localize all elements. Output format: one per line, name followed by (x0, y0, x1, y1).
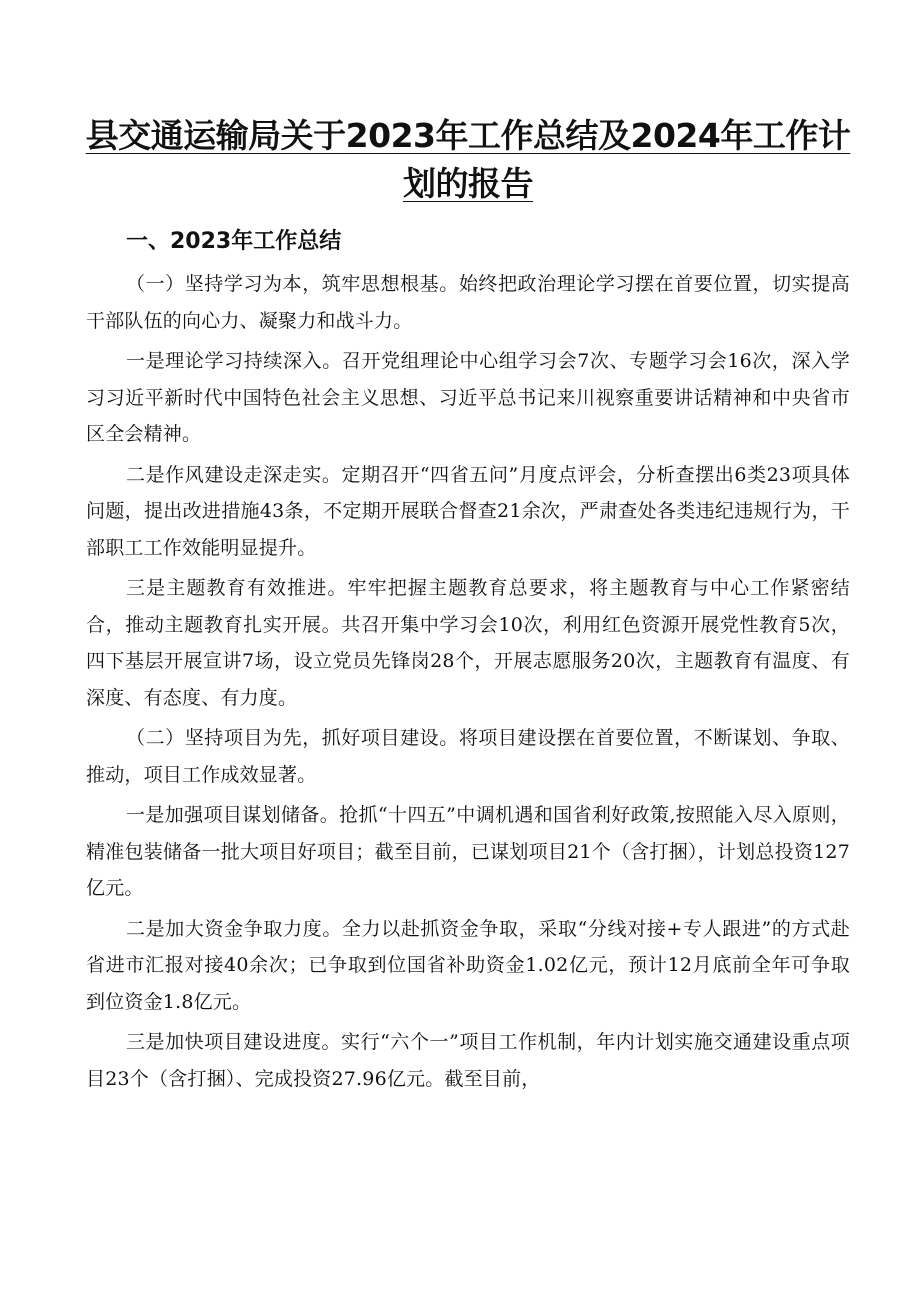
paragraph-4: 三是主题教育有效推进。牢牢把握主题教育总要求，将主题教育与中心工作紧密结合，推动主题教育扎实开展。共召开集中学习会10次，利用红色资源开展党性教育5次，四下基层开展宣讲7场，设立党员先锋岗28个，开展志愿服务20次，主题教育有温度、有深度、有态度、有力度。 (86, 577, 850, 709)
document-title: 县交通运输局关于2023年工作总结及2024年工作计划的报告 (85, 116, 851, 203)
paragraph-1: （一）坚持学习为本，筑牢思想根基。始终把政治理论学习摆在首要位置，切实提高干部队伍的向心力、凝聚力和战斗力。 (86, 273, 850, 332)
paragraph-8: 三是加快项目建设进度。实行“六个一”项目工作机制，年内计划实施交通建设重点项目23个（含打捆）、完成投资27.96亿元。截至目前， (86, 1031, 850, 1090)
paragraph-3: 二是作风建设走深走实。定期召开“四省五问”月度点评会，分析查摆出6类23项具体问题，提出改进措施43条，不定期开展联合督查21余次，严肃查处各类违纪违规行为，干部职工工作效能明显提升。 (86, 463, 850, 559)
paragraph-2: 一是理论学习持续深入。召开党组理论中心组学习会7次、专题学习会16次，深入学习习近平新时代中国特色社会主义思想、习近平总书记来川视察重要讲话精神和中央省市区全会精神。 (86, 350, 850, 445)
paragraph-7: 二是加大资金争取力度。全力以赴抓资金争取，采取“分线对接+专人跟进”的方式赴省进市汇报对接40余次；已争取到位国省补助资金1.02亿元，预计12月底前全年可争取到位资金1.8亿元。 (86, 917, 850, 1013)
paragraph-5: （二）坚持项目为先，抓好项目建设。将项目建设摆在首要位置，不断谋划、争取、推动，项目工作成效显著。 (86, 727, 850, 786)
section-heading: 一、2023年工作总结 (126, 229, 342, 254)
paragraph-6: 一是加强项目谋划储备。抢抓“十四五”中调机遇和国省利好政策,按照能入尽入原则，精准包装储备一批大项目好项目；截至目前，已谋划项目21个（含打捆），计划总投资127亿元。 (86, 804, 850, 899)
